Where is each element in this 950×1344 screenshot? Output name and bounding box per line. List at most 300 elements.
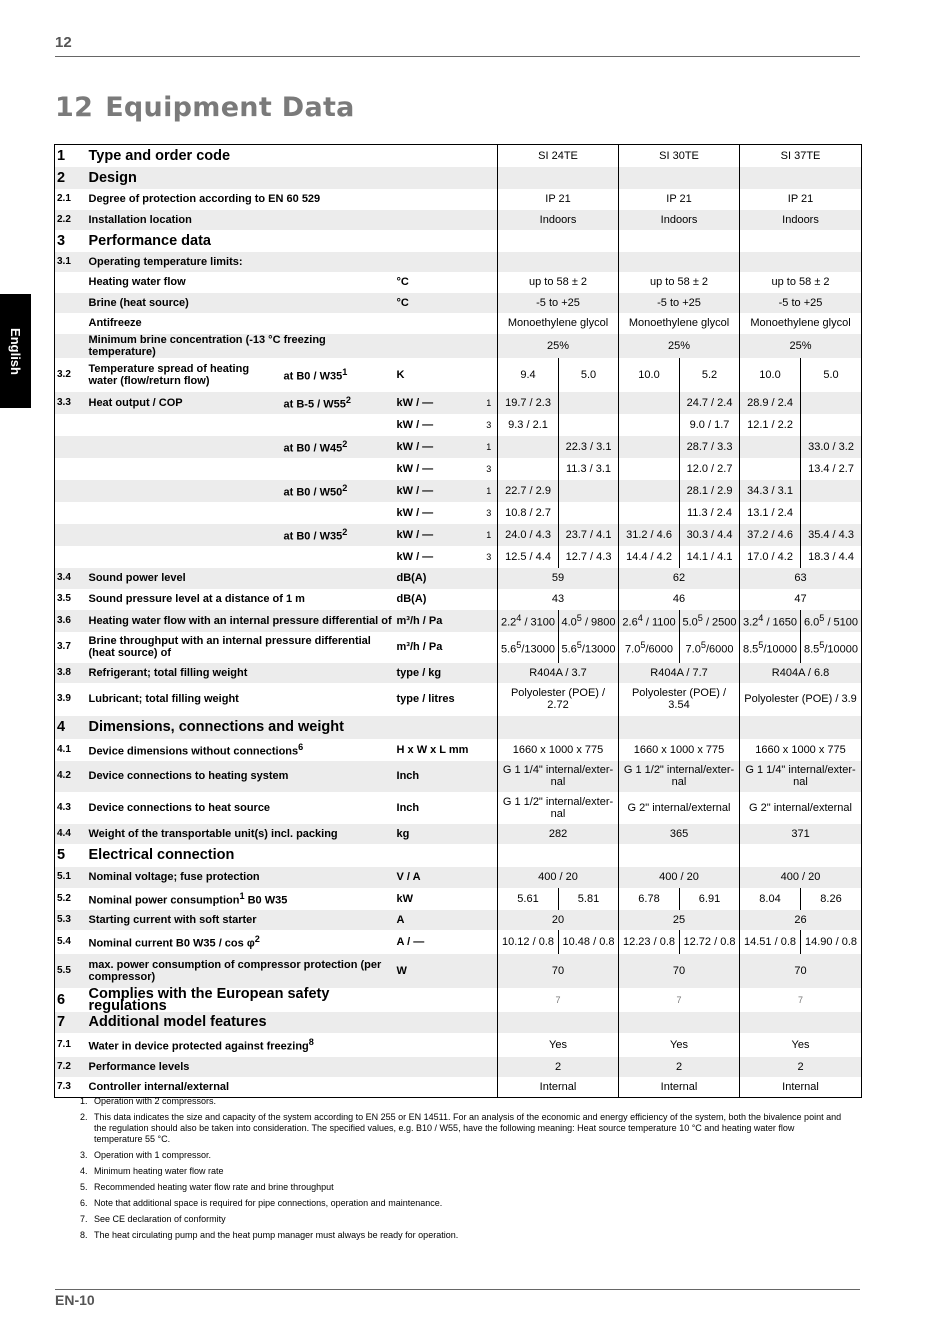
split-value-cell <box>559 502 619 524</box>
row-unit: V / A <box>395 867 481 888</box>
row-unit <box>395 988 481 1012</box>
unit-footnote-ref <box>481 145 498 167</box>
unit-footnote-ref: 3 <box>481 414 498 436</box>
value-superscript: 5 <box>819 613 825 624</box>
value-tail: /6000 <box>645 643 673 656</box>
table-row <box>55 954 862 988</box>
model-value-cell <box>498 167 619 189</box>
model-value-cell: R404A / 7.7 <box>619 663 740 683</box>
row-label-text: Device dimensions without connections <box>88 745 299 758</box>
model-value-cell <box>619 1012 740 1033</box>
row-label-text: Installation location <box>88 213 192 226</box>
row-unit: kW / — <box>395 414 481 436</box>
table-row <box>55 210 862 230</box>
model-value-cell: 400 / 20 <box>619 867 740 888</box>
model-value-cell: Yes <box>740 1033 862 1057</box>
row-number <box>55 293 87 313</box>
condition-footnote-ref: 2 <box>342 527 348 538</box>
table-row <box>55 761 862 792</box>
split-value-cell: 34.3 / 3.1 <box>740 480 801 502</box>
row-unit: A / — <box>395 930 481 954</box>
row-unit: kW / — <box>395 458 481 480</box>
model-value-cell: 2 <box>498 1057 619 1077</box>
model-value-cell: Internal <box>619 1077 740 1098</box>
row-label-text: Nominal power consumption <box>88 894 240 907</box>
section-row <box>55 844 862 867</box>
model-value-cell: 282 <box>498 824 619 844</box>
value-superscript: 5 <box>700 639 706 650</box>
unit-footnote-ref <box>481 293 498 313</box>
chapter-title-text: Equipment Data <box>105 92 355 123</box>
split-value-cell <box>498 458 559 480</box>
footnote-item: 8. The heat circulating pump and the heat pump manager must always be ready for operation. <box>90 1230 844 1241</box>
unit-footnote-ref <box>481 930 498 954</box>
value-tail: / 3100 <box>521 616 556 629</box>
model-value-cell: 1660 x 1000 x 775 <box>619 739 740 761</box>
footnote-item: 6. Note that additional space is required for pipe connections, operation and maintenance. <box>90 1198 844 1209</box>
row-label-text: Antifreeze <box>88 317 142 329</box>
model-value-cell: G 2" internal/external <box>619 792 740 824</box>
split-value-cell: 5.0 <box>559 358 619 392</box>
model-value-cell: 63 <box>740 568 862 589</box>
row-condition <box>282 436 395 458</box>
table-row <box>55 392 862 414</box>
row-label <box>87 145 395 167</box>
row-label <box>87 716 395 739</box>
model-value-cell: Internal <box>498 1077 619 1098</box>
row-number: 3.2 <box>55 358 87 392</box>
table-row <box>55 683 862 716</box>
row-unit <box>395 1077 481 1098</box>
table-row <box>55 436 862 458</box>
split-value-cell: 8.26 <box>801 888 862 910</box>
table-row <box>55 632 862 663</box>
row-label-text: Electrical connection <box>88 847 235 863</box>
row-label-text: Complies with the European safety regulations <box>88 985 330 1014</box>
page-number-bottom: EN-10 <box>55 1292 95 1308</box>
row-number: 4.3 <box>55 792 87 824</box>
section-row <box>55 145 862 167</box>
model-value-cell: IP 21 <box>498 189 619 210</box>
row-label <box>87 167 395 189</box>
model-value-cell: 25% <box>498 334 619 358</box>
chapter-number: 12 <box>55 92 94 123</box>
section-row <box>55 988 862 1012</box>
table-row <box>55 458 862 480</box>
split-value-cell <box>619 502 680 524</box>
row-label <box>87 888 395 910</box>
row-unit: K <box>395 358 481 392</box>
model-value-cell: SI 24TE <box>498 145 619 167</box>
split-value-cell: 6.91 <box>680 888 740 910</box>
split-value-cell: 17.0 / 4.2 <box>740 546 801 568</box>
model-value-cell: 70 <box>498 954 619 988</box>
value-superscript: 4 <box>516 613 522 624</box>
row-unit: dB(A) <box>395 568 481 589</box>
model-value-cell: Monoethylene glycol <box>619 313 740 334</box>
row-label-text: Type and order code <box>88 147 231 164</box>
split-value-cell: 14.4 / 4.2 <box>619 546 680 568</box>
section-row <box>55 1012 862 1033</box>
row-label <box>87 910 395 930</box>
row-label <box>87 683 395 716</box>
model-value-cell: up to 58 ± 2 <box>740 272 862 293</box>
model-value-cell <box>619 230 740 252</box>
value-base: 7.0 <box>685 643 701 656</box>
split-value-cell: 9.3 / 2.1 <box>498 414 559 436</box>
table-row <box>55 1033 862 1057</box>
unit-footnote-ref <box>481 230 498 252</box>
row-label-text: Water in device protected against freezing <box>88 1040 309 1053</box>
label-footnote-ref: 1 <box>239 891 245 902</box>
row-unit <box>395 252 481 272</box>
model-value-cell: 70 <box>619 954 740 988</box>
split-value-cell <box>801 502 862 524</box>
value-base: 2.6 <box>622 616 638 629</box>
row-label <box>87 1033 395 1057</box>
row-label <box>87 930 395 954</box>
value-tail: /6000 <box>705 643 734 656</box>
model-value-cell: Indoors <box>740 210 862 230</box>
model-value-cell: 371 <box>740 824 862 844</box>
model-value-cell: Yes <box>498 1033 619 1057</box>
unit-footnote-ref <box>481 663 498 683</box>
row-label <box>87 414 395 436</box>
model-value-cell: 47 <box>740 589 862 610</box>
unit-footnote-ref: 3 <box>481 546 498 568</box>
row-unit: kg <box>395 824 481 844</box>
split-value-cell <box>559 392 619 414</box>
unit-footnote-ref <box>481 252 498 272</box>
model-value-cell: 400 / 20 <box>740 867 862 888</box>
row-unit: kW / — <box>395 502 481 524</box>
model-value-cell: SI 30TE <box>619 145 740 167</box>
model-value-cell: 365 <box>619 824 740 844</box>
row-unit: H x W x L mm <box>395 739 481 761</box>
unit-footnote-ref <box>481 358 498 392</box>
split-value-cell: 24.7 / 2.4 <box>680 392 740 414</box>
split-value-cell: 13.4 / 2.7 <box>801 458 862 480</box>
model-value-cell: 7 <box>498 988 619 1012</box>
model-value-cell: IP 21 <box>619 189 740 210</box>
condition-text: at B0 / W35 <box>283 370 343 383</box>
model-value-cell <box>740 252 862 272</box>
model-value-cell: 70 <box>740 954 862 988</box>
model-value-cell <box>740 230 862 252</box>
split-value-cell <box>801 392 862 414</box>
row-label-text: Refrigerant; total filling weight <box>88 666 248 679</box>
row-label-text: Degree of protection according to EN 60 529 <box>88 193 321 205</box>
unit-footnote-ref <box>481 313 498 334</box>
row-unit: kW / — <box>395 392 481 414</box>
condition-text: at B0 / W45 <box>283 442 343 455</box>
value-superscript: 5 <box>697 613 703 624</box>
model-value-cell <box>498 1012 619 1033</box>
split-value-cell <box>740 610 801 632</box>
row-label <box>87 761 395 792</box>
row-condition <box>282 480 395 502</box>
model-value-cell: Internal <box>740 1077 862 1098</box>
split-value-cell: 14.1 / 4.1 <box>680 546 740 568</box>
row-label <box>87 1057 395 1077</box>
row-number: 3.6 <box>55 610 87 632</box>
row-unit: type / kg <box>395 663 481 683</box>
row-unit: m³/h / Pa <box>395 610 481 632</box>
model-value-cell: up to 58 ± 2 <box>498 272 619 293</box>
model-value-cell: 1660 x 1000 x 775 <box>740 739 862 761</box>
label-footnote-ref: 6 <box>298 742 304 753</box>
table-row <box>55 867 862 888</box>
model-value-cell: 2 <box>740 1057 862 1077</box>
row-number <box>55 414 87 436</box>
row-number: 3.9 <box>55 683 87 716</box>
footnote-item: 7. See CE declaration of conformity <box>90 1214 844 1225</box>
row-unit <box>395 844 481 867</box>
unit-footnote-ref: 3 <box>481 502 498 524</box>
value-base: 6.0 <box>804 616 820 629</box>
row-unit: A <box>395 910 481 930</box>
split-value-cell <box>559 632 619 663</box>
row-label <box>87 844 395 867</box>
value-base: 8.5 <box>742 643 759 656</box>
unit-footnote-ref <box>481 189 498 210</box>
value-tail: / 1100 <box>642 616 676 629</box>
row-number: 3.1 <box>55 252 87 272</box>
row-number: 2 <box>55 167 87 189</box>
row-label <box>87 189 395 210</box>
row-number: 7.1 <box>55 1033 87 1057</box>
unit-footnote-ref <box>481 334 498 358</box>
row-label-text: Controller internal/external <box>88 1080 230 1093</box>
row-number: 3 <box>55 230 87 252</box>
value-superscript: 5 <box>576 639 582 650</box>
split-value-cell <box>619 436 680 458</box>
model-value-cell: G 1 1/4" internal/exter-nal <box>498 761 619 792</box>
language-tab-label: English <box>8 327 24 375</box>
unit-footnote-ref <box>481 792 498 824</box>
split-value-cell <box>801 480 862 502</box>
row-label <box>87 954 395 988</box>
model-value-cell <box>498 716 619 739</box>
model-value-cell: G 1 1/2" internal/exter-nal <box>619 761 740 792</box>
model-value-cell: Polyolester (POE) / 3.54 <box>619 683 740 716</box>
unit-footnote-ref <box>481 167 498 189</box>
table-row <box>55 568 862 589</box>
split-value-cell: 12.7 / 4.3 <box>559 546 619 568</box>
model-value-cell: G 1 1/2" internal/exter-nal <box>498 792 619 824</box>
model-value-cell: 26 <box>740 910 862 930</box>
row-label-tail: B0 W35 <box>247 894 288 907</box>
split-value-cell: 18.3 / 4.4 <box>801 546 862 568</box>
split-value-cell: 5.81 <box>559 888 619 910</box>
split-value-cell: 12.23 / 0.8 <box>619 930 680 954</box>
row-label <box>87 985 395 1014</box>
split-value-cell: 12.1 / 2.2 <box>740 414 801 436</box>
row-label <box>87 524 282 546</box>
model-value-cell: 62 <box>619 568 740 589</box>
split-value-cell <box>680 610 740 632</box>
split-value-cell: 28.1 / 2.9 <box>680 480 740 502</box>
unit-footnote-ref <box>481 910 498 930</box>
model-value-cell: Polyolester (POE) / 2.72 <box>498 683 619 716</box>
unit-footnote-ref <box>481 988 498 1012</box>
model-value-cell: 2 <box>619 1057 740 1077</box>
row-label <box>87 436 282 458</box>
label-footnote-ref: 2 <box>254 934 260 945</box>
row-label-text: Operating temperature limits: <box>88 255 243 268</box>
table-row <box>55 334 862 358</box>
footnote-item: 5. Recommended heating water flow rate and brine throughput <box>90 1182 844 1193</box>
split-value-cell <box>619 458 680 480</box>
row-unit: dB(A) <box>395 589 481 610</box>
row-label <box>87 334 395 358</box>
row-label-text: Additional model features <box>88 1014 267 1030</box>
value-base: 3.2 <box>743 616 759 629</box>
split-value-cell: 31.2 / 4.6 <box>619 524 680 546</box>
row-number <box>55 436 87 458</box>
row-label <box>87 458 395 480</box>
value-superscript: 5 <box>819 639 825 650</box>
split-value-cell: 12.0 / 2.7 <box>680 458 740 480</box>
value-tail: /13000 <box>521 643 556 656</box>
split-value-cell <box>559 610 619 632</box>
split-value-cell <box>619 610 680 632</box>
unit-footnote-ref: 1 <box>481 480 498 502</box>
row-label-text: Sound power level <box>88 572 186 584</box>
value-superscript: 5 <box>576 613 582 624</box>
model-value-cell: IP 21 <box>740 189 862 210</box>
split-value-cell <box>740 436 801 458</box>
value-superscript: 5 <box>516 639 522 650</box>
split-value-cell: 5.2 <box>680 358 740 392</box>
unit-footnote-ref <box>481 888 498 910</box>
value-tail: /10000 <box>824 643 859 656</box>
value-tail: / 2500 <box>702 616 737 629</box>
split-value-cell: 10.0 <box>740 358 801 392</box>
model-value-cell <box>740 716 862 739</box>
row-label-text: Design <box>88 169 137 186</box>
row-label-text: Nominal current B0 W35 / cos φ <box>88 937 255 950</box>
table-row <box>55 663 862 683</box>
row-number: 6 <box>55 988 87 1012</box>
row-label <box>87 480 282 502</box>
row-label <box>87 293 395 313</box>
model-value-cell: G 1 1/4" internal/exter-nal <box>740 761 862 792</box>
split-value-cell: 30.3 / 4.4 <box>680 524 740 546</box>
row-label <box>87 230 395 252</box>
row-number: 4.2 <box>55 761 87 792</box>
split-value-cell: 28.7 / 3.3 <box>680 436 740 458</box>
row-label <box>87 392 282 414</box>
split-value-cell: 9.4 <box>498 358 559 392</box>
row-label <box>87 867 395 888</box>
row-unit <box>395 1033 481 1057</box>
row-label <box>87 502 395 524</box>
split-value-cell: 14.51 / 0.8 <box>740 930 801 954</box>
row-unit: kW / — <box>395 546 481 568</box>
row-number: 3.5 <box>55 589 87 610</box>
row-label-text: Heating water flow <box>88 276 186 288</box>
table-row <box>55 414 862 436</box>
row-unit: Inch <box>395 761 481 792</box>
value-tail: /13000 <box>581 643 616 656</box>
model-value-cell: Monoethylene glycol <box>740 313 862 334</box>
row-unit <box>395 1057 481 1077</box>
value-tail: /10000 <box>763 643 798 656</box>
split-value-cell <box>801 610 862 632</box>
split-value-cell: 24.0 / 4.3 <box>498 524 559 546</box>
row-number: 3.4 <box>55 568 87 589</box>
split-value-cell <box>559 480 619 502</box>
value-base: 8.5 <box>803 643 820 656</box>
table-row <box>55 358 862 392</box>
unit-footnote-ref <box>481 844 498 867</box>
model-value-cell: 59 <box>498 568 619 589</box>
model-value-cell <box>498 844 619 867</box>
row-number <box>55 502 87 524</box>
row-number: 4.4 <box>55 824 87 844</box>
split-value-cell <box>498 436 559 458</box>
language-tab <box>0 294 31 408</box>
row-unit: W <box>395 954 481 988</box>
row-label <box>87 313 395 334</box>
condition-text: at B0 / W35 <box>283 530 343 543</box>
row-number: 3.7 <box>55 632 87 663</box>
split-value-cell: 11.3 / 2.4 <box>680 502 740 524</box>
row-number: 5.2 <box>55 888 87 910</box>
table-row <box>55 480 862 502</box>
row-label-text: Dimensions, connections and weight <box>88 719 344 735</box>
row-label-text: Starting current with soft starter <box>88 913 257 926</box>
unit-footnote-ref <box>481 761 498 792</box>
row-unit: kW <box>395 888 481 910</box>
unit-footnote-ref <box>481 272 498 293</box>
split-value-cell: 22.3 / 3.1 <box>559 436 619 458</box>
split-value-cell <box>559 414 619 436</box>
unit-footnote-ref <box>481 683 498 716</box>
split-value-cell: 14.90 / 0.8 <box>801 930 862 954</box>
model-value-cell <box>498 230 619 252</box>
row-label-text: Brine throughput with an internal pressure differential (heat source) of <box>88 635 371 659</box>
row-label-text: max. power consumption of compressor protection (per compressor) <box>88 958 382 983</box>
split-value-cell: 8.04 <box>740 888 801 910</box>
row-label <box>87 1077 395 1098</box>
bottom-rule <box>55 1289 860 1290</box>
unit-footnote-ref <box>481 210 498 230</box>
table-row <box>55 930 862 954</box>
row-label <box>87 546 395 568</box>
footnote-item: 1. Operation with 2 compressors. <box>90 1096 844 1107</box>
split-value-cell <box>740 632 801 663</box>
value-base: 7.0 <box>625 643 641 656</box>
unit-footnote-ref <box>481 1012 498 1033</box>
model-value-cell: -5 to +25 <box>619 293 740 313</box>
row-condition <box>282 524 395 546</box>
row-label-text: Brine (heat source) <box>88 296 189 309</box>
row-number <box>55 334 87 358</box>
table-row <box>55 1077 862 1098</box>
row-unit: kW / — <box>395 524 481 546</box>
value-superscript: 4 <box>758 613 764 624</box>
row-number: 5 <box>55 844 87 867</box>
value-tail: / 9800 <box>581 616 616 629</box>
table-row <box>55 502 862 524</box>
row-label <box>87 824 395 844</box>
split-value-cell: 35.4 / 4.3 <box>801 524 862 546</box>
split-value-cell <box>619 414 680 436</box>
split-value-cell <box>740 458 801 480</box>
row-label <box>87 610 395 632</box>
